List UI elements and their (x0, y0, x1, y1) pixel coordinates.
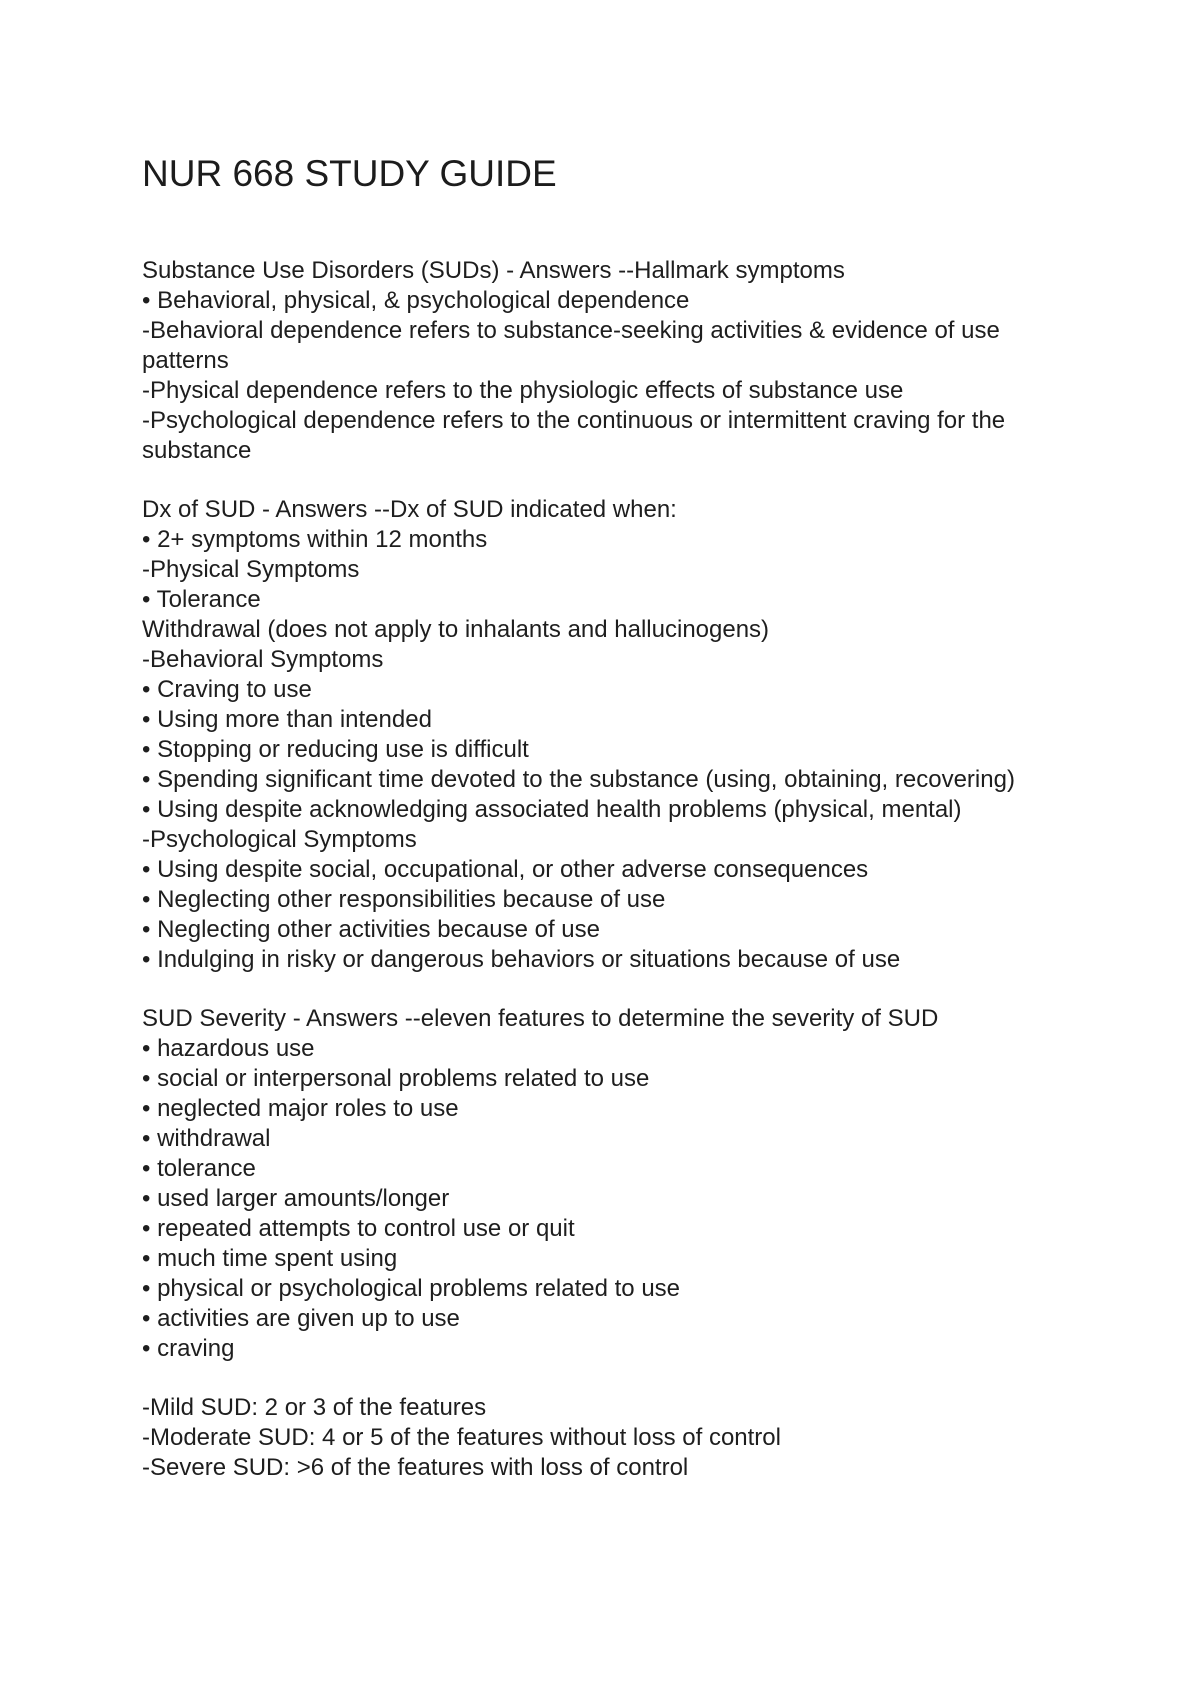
text-line: SUD Severity - Answers --eleven features to determine the severity of SUD (142, 1005, 939, 1032)
text-line: • Using more than intended (142, 706, 432, 733)
text-line: • Using despite social, occupational, or other adverse consequences (142, 856, 869, 883)
text-line: • Using despite acknowledging associated health problems (physical, mental) (142, 796, 962, 823)
text-line: -Physical Symptoms (142, 556, 360, 583)
text-line: • used larger amounts/longer (142, 1185, 450, 1212)
text-line: substance (142, 437, 252, 464)
text-line: • much time spent using (142, 1245, 398, 1272)
text-line: -Behavioral dependence refers to substance-seeking activities & evidence of use (142, 317, 1000, 344)
text-line: • Spending significant time devoted to the substance (using, obtaining, recovering) (142, 766, 1015, 793)
text-line: • Neglecting other responsibilities because of use (142, 886, 666, 913)
text-line: • activities are given up to use (142, 1305, 460, 1332)
text-line: -Moderate SUD: 4 or 5 of the features without loss of control (142, 1424, 781, 1451)
text-line: • Indulging in risky or dangerous behaviors or situations because of use (142, 946, 901, 973)
text-line: -Severe SUD: >6 of the features with loss of control (142, 1454, 689, 1481)
document-body (142, 256, 1142, 1512)
text-line: Substance Use Disorders (SUDs) - Answers --Hallmark symptoms (142, 257, 845, 284)
study-section (142, 495, 1142, 975)
page-title: NUR 668 STUDY GUIDE (142, 153, 557, 194)
text-line: Dx of SUD - Answers --Dx of SUD indicated when: (142, 496, 677, 523)
study-section (142, 1004, 1142, 1364)
text-line: Withdrawal (does not apply to inhalants and hallucinogens) (142, 616, 770, 643)
study-section (142, 1393, 1142, 1483)
text-line: • Craving to use (142, 676, 312, 703)
text-line: • hazardous use (142, 1035, 315, 1062)
text-line: • neglected major roles to use (142, 1095, 459, 1122)
text-line: • tolerance (142, 1155, 256, 1182)
text-line: -Physical dependence refers to the physiologic effects of substance use (142, 377, 904, 404)
text-line: -Psychological Symptoms (142, 826, 417, 853)
text-line: • 2+ symptoms within 12 months (142, 526, 488, 553)
text-line: • craving (142, 1335, 235, 1362)
text-line: -Mild SUD: 2 or 3 of the features (142, 1394, 487, 1421)
text-line: • Tolerance (142, 586, 261, 613)
text-line: • physical or psychological problems related to use (142, 1275, 681, 1302)
text-line: • Neglecting other activities because of use (142, 916, 600, 943)
study-section (142, 256, 1142, 466)
text-line: • social or interpersonal problems related to use (142, 1065, 650, 1092)
text-line: patterns (142, 347, 229, 374)
text-line: -Behavioral Symptoms (142, 646, 384, 673)
text-line: -Psychological dependence refers to the continuous or intermittent craving for the (142, 407, 1006, 434)
text-line: • repeated attempts to control use or quit (142, 1215, 575, 1242)
text-line: • Stopping or reducing use is difficult (142, 736, 529, 763)
text-line: • withdrawal (142, 1125, 271, 1152)
text-line: • Behavioral, physical, & psychological dependence (142, 287, 690, 314)
